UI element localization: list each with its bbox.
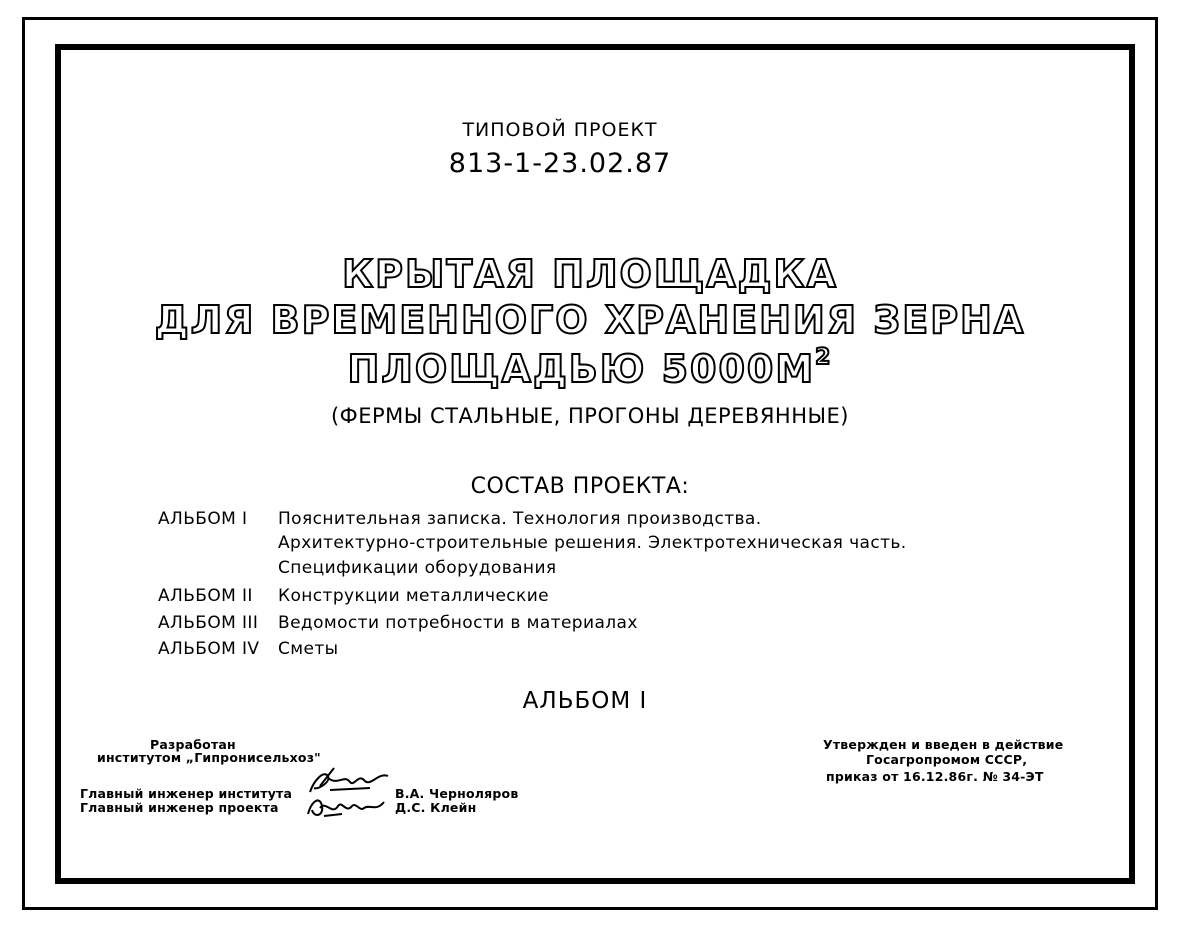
title-line-2: ДЛЯ ВРЕМЕННОГО ХРАНЕНИЯ ЗЕРНА <box>154 298 1026 342</box>
role-chief-engineer-project: Главный инженер проекта <box>80 800 279 815</box>
current-album: АЛЬБОМ I <box>522 688 648 714</box>
album-1-label: АЛЬБОМ I <box>158 509 248 529</box>
title-superscript: 2 <box>815 345 833 370</box>
album-4-label: АЛЬБОМ IV <box>158 639 260 659</box>
composition-heading: СОСТАВ ПРОЕКТА: <box>470 474 690 499</box>
album-1-line-3: Спецификации оборудования <box>278 558 557 578</box>
album-3-line-1: Ведомости потребности в материалах <box>278 613 638 633</box>
name-chief-engineer-institute: В.А. Черноляров <box>395 786 519 801</box>
album-4-line-1: Сметы <box>278 639 339 659</box>
title-line-3-text: ПЛОЩАДЬЮ 5000М <box>347 347 816 391</box>
developer-line-2: институтом „Гипронисельхоз" <box>97 750 321 765</box>
album-2-label: АЛЬБОМ II <box>158 586 253 606</box>
name-chief-engineer-project: Д.С. Клейн <box>395 800 477 815</box>
title-line-1: КРЫТАЯ ПЛОЩАДКА <box>342 252 838 296</box>
album-1-line-2: Архитектурно-строительные решения. Электротехническая часть. <box>278 533 907 553</box>
role-chief-engineer-institute: Главный инженер института <box>80 786 293 801</box>
approval-line-3: приказ от 16.12.86г. № 34-ЭТ <box>826 769 1044 784</box>
album-1-line-1: Пояснительная записка. Технология производства. <box>278 509 762 529</box>
album-2-line-1: Конструкции металлические <box>278 586 550 606</box>
approval-line-1: Утвержден и введен в действие <box>823 737 1064 752</box>
project-code: 813-1-23.02.87 <box>448 148 672 179</box>
signature-2-icon <box>302 792 387 824</box>
album-3-label: АЛЬБОМ III <box>158 613 259 633</box>
approval-line-2: Госагропромом СССР, <box>866 752 1028 767</box>
title-line-3 <box>90 345 1090 391</box>
project-type-label: ТИПОВОЙ ПРОЕКТ <box>462 119 658 141</box>
developer-line-1: Разработан <box>150 737 236 752</box>
subtitle: (ФЕРМЫ СТАЛЬНЫЕ, ПРОГОНЫ ДЕРЕВЯННЫЕ) <box>330 404 849 428</box>
